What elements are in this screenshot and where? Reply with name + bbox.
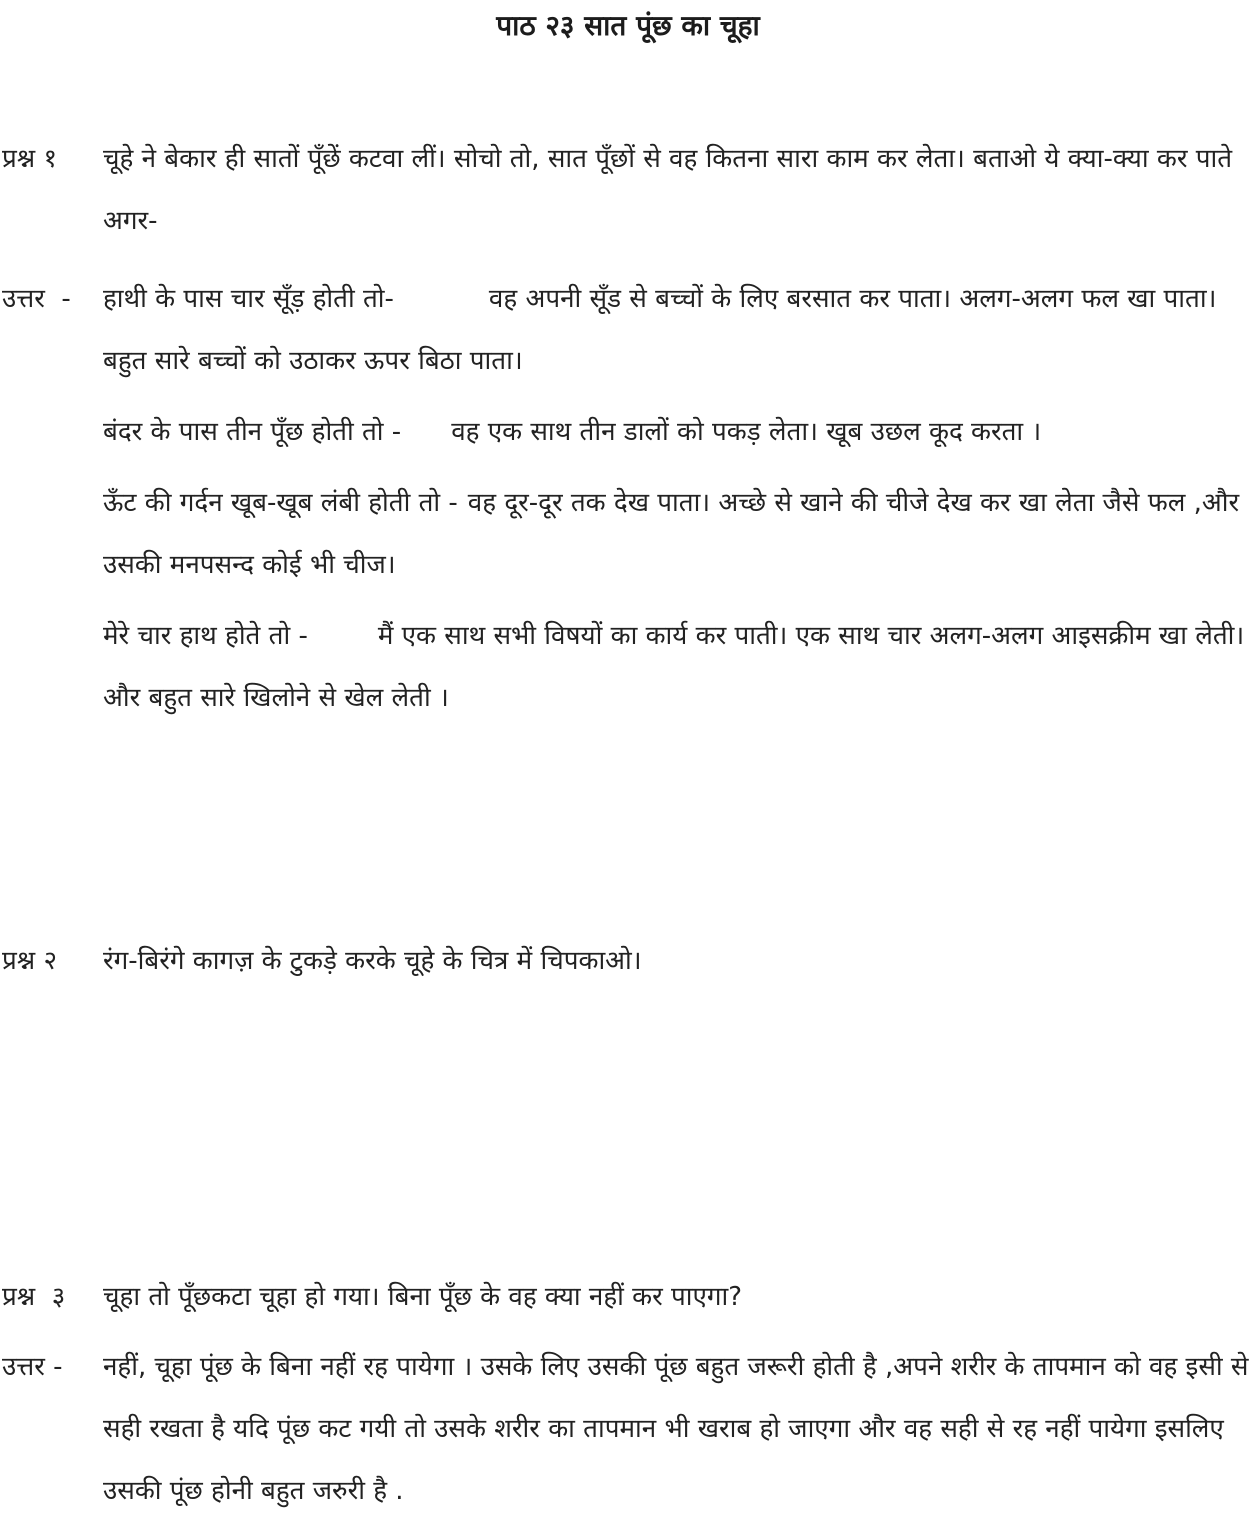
answer-1-item-monkey-answer: वह एक साथ तीन डालों को पकड़ लेता। खूब उछल कूद करता ।: [451, 417, 1042, 447]
question-2-text: रंग-बिरंगे कागज़ के टुकड़े करके चूहे के चित्र में चिपकाओ।: [103, 946, 642, 976]
question-2-label: प्रश्न २: [2, 946, 57, 976]
question-3-text: चूहा तो पूँछकटा चूहा हो गया। बिना पूँछ के वह क्या नहीं कर पाएगा?: [103, 1282, 743, 1312]
question-3-label: प्रश्न ३: [2, 1282, 66, 1312]
question-1-text: चूहे ने बेकार ही सातों पूँछें कटवा लीं। सोचो तो, सात पूँछों से वह कितना सारा काम कर लेता। बताओ ये क्या-क्या कर पाते अगर-: [103, 144, 1233, 236]
answer-3-label: उत्तर -: [2, 1352, 63, 1382]
answer-1: [2, 268, 1252, 738]
answer-1-item-elephant: [103, 268, 1252, 392]
question-3: [2, 1266, 1252, 1328]
question-2: [2, 930, 1252, 992]
question-1: [2, 128, 1252, 252]
answer-1-item-monkey-prompt: बंदर के पास तीन पूँछ होती तो -: [103, 417, 402, 447]
answer-1-label: उत्तर -: [2, 284, 71, 314]
answer-1-item-camel-answer: वह दूर-दूर तक देख पाता। अच्छे से खाने की चीजे देख कर खा लेता जैसे फल ,और उसकी मनपसन्द कोई भी चीज।: [103, 488, 1240, 580]
answer-1-item-camel-prompt: ऊँट की गर्दन खूब-खूब लंबी होती तो -: [103, 488, 458, 518]
question-1-label: प्रश्न १: [2, 144, 57, 174]
answer-1-items: [103, 268, 1252, 738]
answer-1-item-elephant-answer: वह अपनी सूँड से बच्चों के लिए बरसात कर पाता। अलग-अलग फल खा पाता। बहुत सारे बच्चों को उठाकर ऊपर बिठा पाता।: [103, 284, 1217, 376]
answer-1-item-camel: [103, 472, 1252, 596]
answer-1-item-elephant-prompt: हाथी के पास चार सूँड़ होती तो-: [103, 284, 394, 314]
page-title: पाठ २३ सात पूंछ का चूहा: [496, 9, 760, 42]
answer-1-item-hands: [103, 605, 1252, 729]
answer-1-item-hands-prompt: मेरे चार हाथ होते तो -: [103, 621, 308, 651]
answer-3: [2, 1336, 1252, 1514]
answer-1-item-monkey: [103, 401, 1252, 463]
answer-3-text: नहीं, चूहा पूंछ के बिना नहीं रह पायेगा । उसके लिए उसकी पूंछ बहुत जरूरी होती है ,अपने शरीर के तापमान को वह इसी से सही रखता है यदि पूंछ कट गयी तो उसके शरीर का तापमान भी खराब हो जाएगा और वह सही से रह नहीं पायेगा इसलिए उसकी पूंछ होनी बहुत जरुरी है .: [103, 1352, 1249, 1506]
answer-1-item-hands-answer: मैं एक साथ सभी विषयों का कार्य कर पाती। एक साथ चार अलग-अलग आइसक्रीम खा लेती।और बहुत सारे खिलोने से खेल लेती ।: [103, 621, 1245, 713]
